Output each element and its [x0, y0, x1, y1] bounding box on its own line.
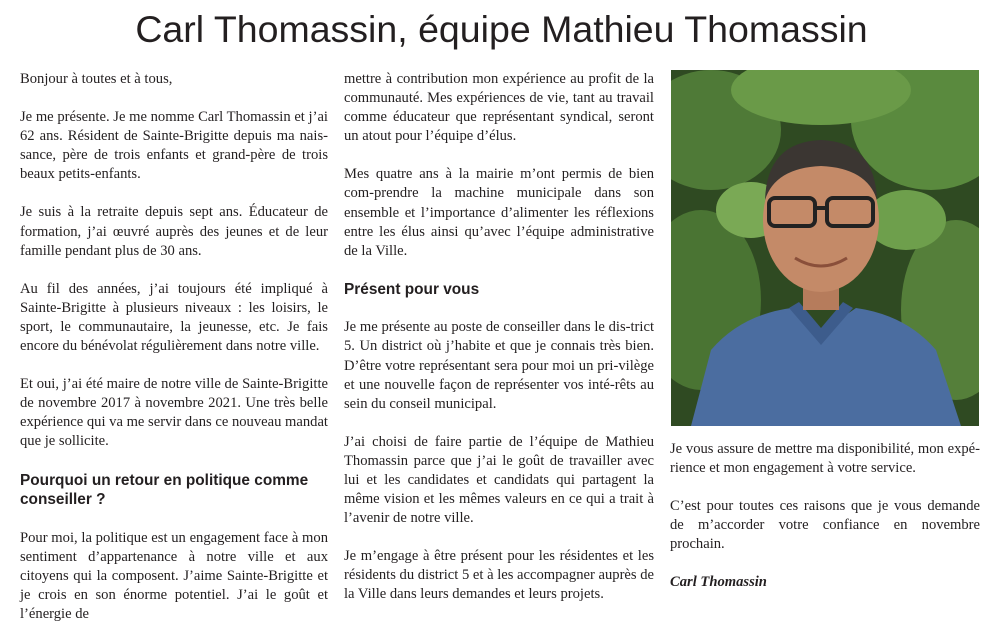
candidate-photo [671, 70, 979, 426]
paragraph-involvement: Au fil des années, j’ai toujours été impliqué à Sainte-Brigitte à plusieurs niveaux : les loisirs, le sport, le communautaire, la jeunesse, etc. Je fais encore du bénévolat régulièrement dans notre ville. [20, 280, 328, 355]
paragraph-commitment: Je m’engage à être présent pour les résidentes et les résidents du district 5 et à les accompagner auprès de la Ville dans leurs demandes et leurs projets. [344, 548, 655, 603]
section-heading-why: Pourquoi un retour en politique comme conseiller ? [20, 471, 309, 508]
paragraph-engagement: Pour moi, la politique est un engagement face à mon sentiment d’appartenance à notre ville et aux citoyens qui la composent. J’aime Sainte-Brigitte et je crois en son énorme potentiel. J’ai le goût et l’énergie de [20, 529, 328, 622]
paragraph-team: J’ai choisi de faire partie de l’équipe de Mathieu Thomassin parce que j’ai le goût de travailler avec lui et les candidates et candidats qui partagent la même vision et les mêmes valeurs en ce qui a trait à l’avenir de notre ville. [344, 433, 654, 527]
paragraph-experience: mettre à contribution mon expérience au profit de la communauté. Mes expériences de vie, tant au travail comme éducateur que représentant syndical, seront un atout pour l’équipe d’élus. [344, 71, 654, 145]
column-2 [344, 70, 654, 624]
column-1 [20, 70, 328, 643]
paragraph-district: Je me présente au poste de conseiller dans le dis-trict 5. Un district où j’habite et que je connais très bien. D’être votre représentant sera pour moi un pri-vilège et une nouvelle façon de représenter vos inté-rêts au sein du conseil municipal. [344, 319, 654, 412]
paragraph-mayor: Et oui, j’ai été maire de notre ville de Sainte-Brigitte de novembre 2017 à novembre 2021. Une très belle expérience qui va me servir dans ce nouveau mandat que je sollicite. [20, 376, 328, 450]
section-heading-present: Présent pour vous [344, 280, 480, 298]
column-3 [670, 70, 980, 612]
paragraph-mairie: Mes quatre ans à la mairie m’ont permis de bien com-prendre la machine municipale dans son ensemble et l’importance d’alimenter les réflexions entre les élus ainsi qu’avec l’équipe administrative de la Ville. [344, 166, 654, 259]
paragraph-availability: Je vous assure de mettre ma disponibilité, mon expé-rience et mon engagement à votre service. [670, 441, 980, 477]
paragraph-request: C’est pour toutes ces raisons que je vous demande de m’accorder votre confiance en novembre prochain. [670, 498, 980, 553]
paragraph-introduction: Je me présente. Je me nomme Carl Thomassin et j’ai 62 ans. Résident de Sainte-Brigitte depuis ma nais-sance, père de trois enfants et grand-père de trois beaux petits-enfants. [20, 109, 328, 183]
signature: Carl Thomassin [670, 574, 767, 591]
article-title: Carl Thomassin, équipe Mathieu Thomassin [135, 8, 868, 50]
paragraph-career: Je suis à la retraite depuis sept ans. Éducateur de formation, j’ai œuvré auprès des jeunes et de leur famille pendant plus de 30 ans. [20, 204, 328, 259]
greeting: Bonjour à toutes et à tous, [20, 71, 173, 87]
